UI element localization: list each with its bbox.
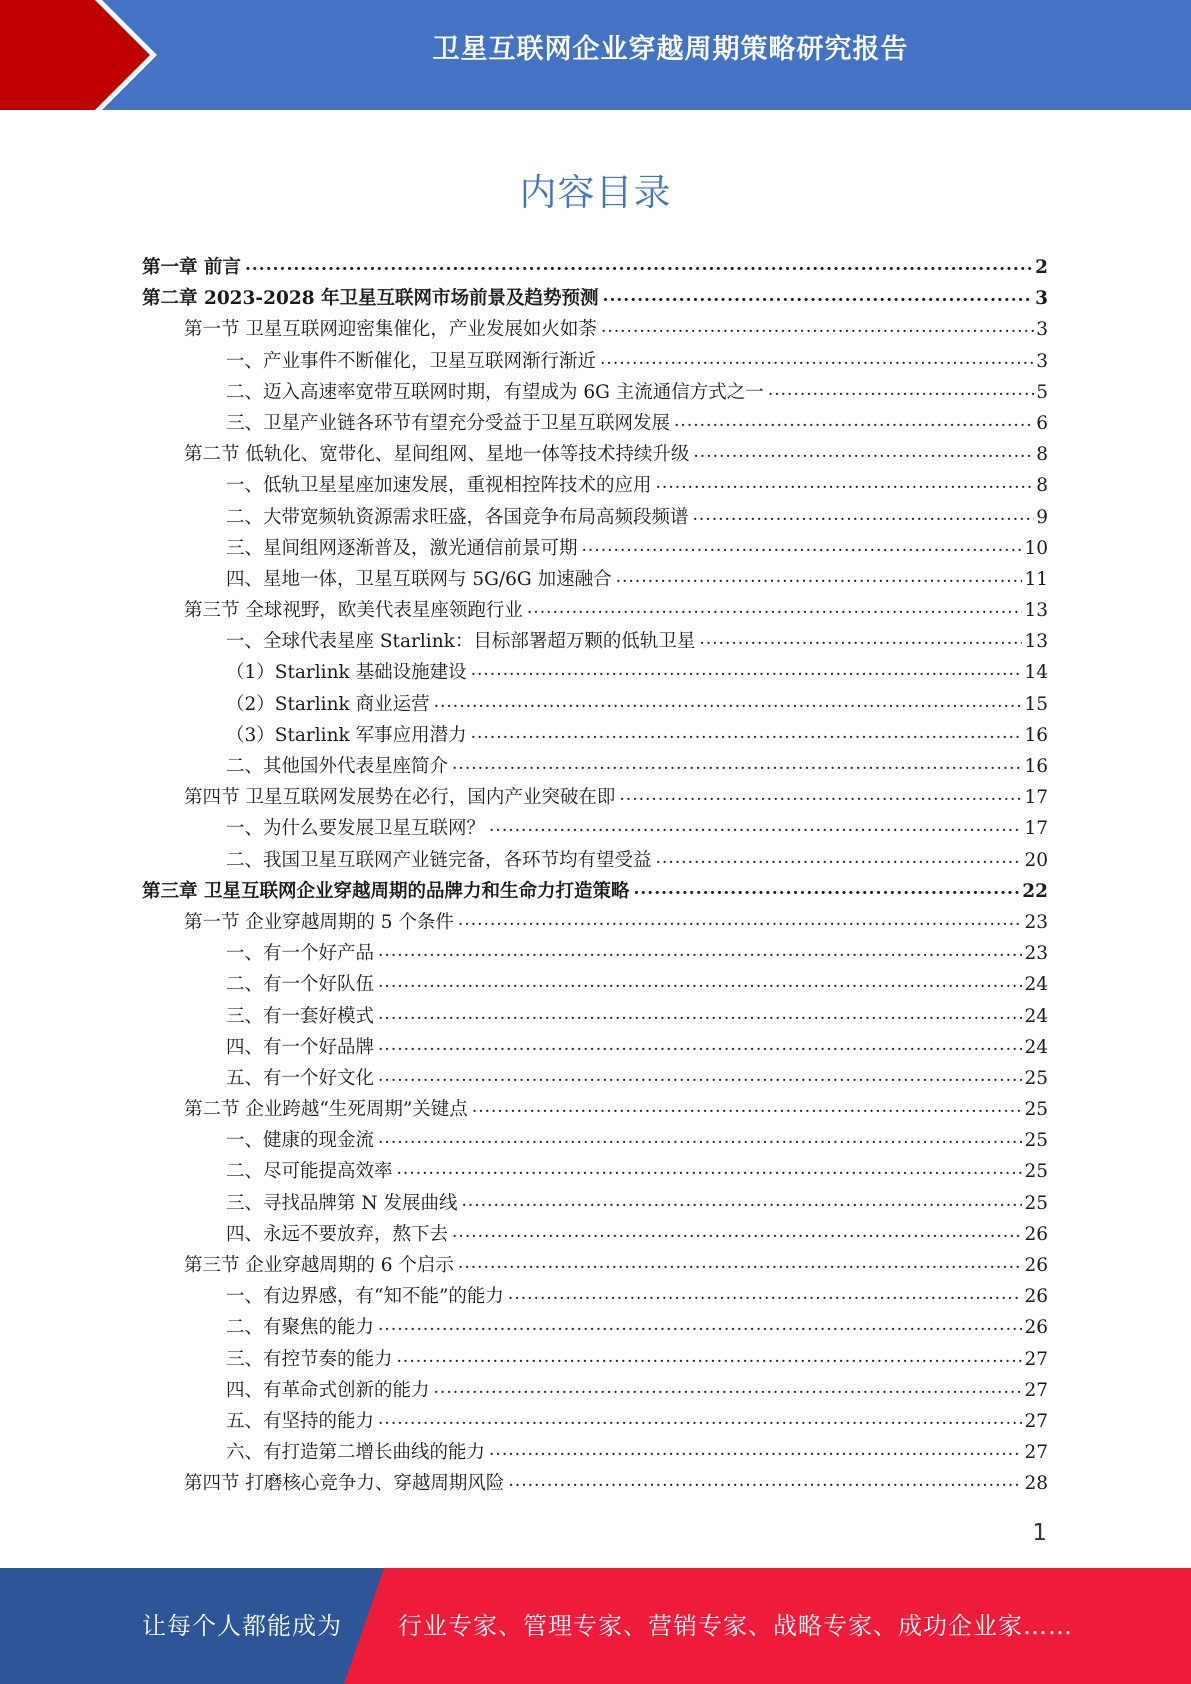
toc-entry-title: 三、卫星产业链各环节有望充分受益于卫星互联网发展 xyxy=(226,412,671,434)
toc-dot-leader xyxy=(397,1346,1023,1365)
page-header xyxy=(0,0,1191,110)
toc-entry-title: 第二节 低轨化、宽带化、星间组网、星地一体等技术持续升级 xyxy=(184,444,690,466)
toc-entry-page: 13 xyxy=(1024,631,1048,653)
toc-entry-page: 23 xyxy=(1024,943,1048,965)
report-title: 卫星互联网企业穿越周期策略研究报告 xyxy=(432,34,909,65)
toc-entry-title: 第一节 企业穿越周期的 5 个条件 xyxy=(184,911,454,933)
toc-subsection-entry[interactable] xyxy=(142,409,1048,440)
toc-subsection-entry[interactable] xyxy=(142,846,1048,877)
toc-entry-title: 三、寻找品牌第 N 发展曲线 xyxy=(226,1192,458,1214)
toc-entry-page: 17 xyxy=(1024,818,1048,840)
toc-entry-page: 11 xyxy=(1024,568,1048,590)
toc-entry-title: 四、有一个好品牌 xyxy=(226,1036,375,1058)
toc-entry-page: 28 xyxy=(1024,1473,1048,1495)
toc-entry-page: 26 xyxy=(1024,1286,1048,1308)
toc-entry-page: 27 xyxy=(1024,1442,1048,1464)
toc-subsection-entry[interactable] xyxy=(142,721,1048,752)
toc-entry-page: 25 xyxy=(1024,1161,1048,1183)
toc-entry-title: 第三节 企业穿越周期的 6 个启示 xyxy=(184,1255,454,1276)
toc-entry-title: 三、星间组网逐渐普及，激光通信前景可期 xyxy=(226,537,578,559)
toc-entry-page: 8 xyxy=(1036,475,1048,497)
toc-entry-page: 16 xyxy=(1024,756,1048,777)
toc-dot-leader xyxy=(378,1128,1022,1147)
toc-dot-leader xyxy=(656,473,1035,492)
toc-entry-title: 六、有打造第二增长曲线的能力 xyxy=(226,1442,486,1464)
toc-entry-page: 25 xyxy=(1024,1067,1048,1089)
toc-entry-title: 第四节 打磨核心竞争力、穿越周期风险 xyxy=(184,1473,505,1495)
toc-dot-leader xyxy=(489,816,1022,835)
toc-dot-leader xyxy=(616,566,1023,585)
toc-entry-title: （1）Starlink 基础设施建设 xyxy=(226,662,467,684)
toc-entry-title: 四、永远不要放弃，熬下去 xyxy=(226,1223,449,1245)
toc-entry-title: 一、有边界感，有“知不能”的能力 xyxy=(226,1286,504,1308)
toc-entry-page: 22 xyxy=(1022,880,1048,902)
toc-entry-title: 五、有一个好文化 xyxy=(226,1067,375,1089)
toc-dot-leader xyxy=(674,410,1034,429)
toc-entry-page: 8 xyxy=(1036,444,1048,466)
toc-dot-leader xyxy=(619,785,1022,804)
toc-subsection-entry[interactable] xyxy=(142,378,1048,409)
toc-entry-page: 3 xyxy=(1036,319,1048,341)
toc-dot-leader xyxy=(508,1471,1022,1490)
toc-entry-title: 四、有革命式创新的能力 xyxy=(226,1379,430,1401)
toc-subsection-entry[interactable] xyxy=(142,347,1048,378)
toc-entry-page: 27 xyxy=(1024,1348,1048,1370)
toc-dot-leader xyxy=(378,972,1022,991)
toc-entry-page: 20 xyxy=(1024,849,1048,871)
toc-dot-leader xyxy=(461,1190,1022,1209)
toc-subsection-entry[interactable] xyxy=(142,1345,1048,1376)
toc-entry-title: 第四节 卫星互联网发展势在必行，国内产业突破在即 xyxy=(184,787,616,809)
toc-dot-leader xyxy=(452,1221,1022,1240)
toc-entry-title: 二、有聚焦的能力 xyxy=(226,1317,375,1339)
toc-dot-leader xyxy=(458,1253,1023,1272)
toc-entry-page: 3 xyxy=(1035,288,1048,310)
toc-dot-leader xyxy=(397,1159,1023,1178)
toc-dot-leader xyxy=(489,1440,1022,1459)
toc-entry-page: 26 xyxy=(1024,1317,1048,1339)
toc-entry-page: 9 xyxy=(1036,506,1048,528)
toc-dot-leader xyxy=(458,909,1023,928)
toc-subsection-entry[interactable] xyxy=(142,1064,1048,1095)
toc-subsection-entry[interactable] xyxy=(142,970,1048,1001)
toc-entry-page: 13 xyxy=(1024,600,1048,622)
toc-dot-leader xyxy=(768,379,1034,398)
toc-entry-page: 25 xyxy=(1024,1130,1048,1152)
toc-title: 内容目录 xyxy=(519,171,672,214)
toc-entry-title: 第二章 2023-2028 年卫星互联网市场前景及趋势预测 xyxy=(142,288,599,310)
toc-subsection-entry[interactable] xyxy=(142,690,1048,721)
toc-entry-page: 26 xyxy=(1024,1255,1048,1276)
toc-entry-title: 五、有坚持的能力 xyxy=(226,1410,375,1432)
toc-dot-leader xyxy=(600,348,1034,367)
toc-entry-page: 6 xyxy=(1036,412,1048,434)
toc-entry-page: 27 xyxy=(1024,1410,1048,1432)
toc-subsection-entry[interactable] xyxy=(142,1220,1048,1251)
toc-subsection-entry[interactable] xyxy=(142,1002,1048,1033)
toc-dot-leader xyxy=(693,442,1034,461)
toc-dot-leader xyxy=(471,722,1023,741)
toc-entry-title: 二、尽可能提高效率 xyxy=(226,1161,393,1183)
toc-dot-leader xyxy=(527,598,1023,617)
toc-dot-leader xyxy=(378,1034,1022,1053)
toc-entry-page: 25 xyxy=(1024,1192,1048,1214)
page-footer xyxy=(0,1568,1191,1684)
toc-entry-title: 二、其他国外代表星座简介 xyxy=(226,756,449,777)
toc-entry-page: 2 xyxy=(1035,257,1048,278)
toc-entry-page: 24 xyxy=(1024,1005,1048,1027)
toc-section-entry[interactable] xyxy=(142,1469,1048,1500)
page-number: 1 xyxy=(1032,1520,1047,1546)
toc-entry-page: 5 xyxy=(1036,381,1048,403)
toc-entry-title: 一、健康的现金流 xyxy=(226,1130,375,1152)
toc-entry-title: 二、有一个好队伍 xyxy=(226,974,375,996)
toc-chapter-entry[interactable] xyxy=(142,877,1048,908)
toc-entry-title: 一、产业事件不断催化，卫星互联网渐行渐近 xyxy=(226,350,597,372)
toc-dot-leader xyxy=(508,1284,1023,1303)
toc-dot-leader xyxy=(378,1003,1022,1022)
toc-entry-title: 一、为什么要发展卫星互联网？ xyxy=(226,818,486,840)
toc-entry-title: 第二节 企业跨越“生死周期”关键点 xyxy=(184,1099,468,1121)
toc-entry-title: 一、有一个好产品 xyxy=(226,943,375,965)
toc-entry-title: （2）Starlink 商业运营 xyxy=(226,693,430,715)
toc-entry-page: 3 xyxy=(1036,350,1048,372)
toc-dot-leader xyxy=(245,255,1033,274)
toc-entry-page: 26 xyxy=(1024,1223,1048,1245)
toc-entry-title: 二、迈入高速率宽带互联网时期，有望成为 6G 主流通信方式之一 xyxy=(226,381,764,403)
toc-entry-page: 15 xyxy=(1024,693,1048,715)
toc-subsection-entry[interactable] xyxy=(142,1282,1048,1313)
toc-entry-title: （3）Starlink 军事应用潜力 xyxy=(226,724,467,746)
toc-subsection-entry[interactable] xyxy=(142,1033,1048,1064)
toc-section-entry[interactable] xyxy=(142,1251,1048,1282)
toc-entry-page: 27 xyxy=(1024,1379,1048,1401)
toc-dot-leader xyxy=(656,847,1023,866)
toc-chapter-entry[interactable] xyxy=(142,253,1048,284)
toc-entry-title: 二、我国卫星互联网产业链完备，各环节均有望受益 xyxy=(226,849,652,871)
toc-subsection-entry[interactable] xyxy=(142,471,1048,502)
toc-entry-title: 三、有控节奏的能力 xyxy=(226,1348,393,1370)
toc-section-entry[interactable] xyxy=(142,908,1048,939)
toc-dot-leader xyxy=(633,878,1020,897)
toc-dot-leader xyxy=(601,317,1034,336)
toc-entry-title: 四、星地一体，卫星互联网与 5G/6G 加速融合 xyxy=(226,568,612,590)
toc-subsection-entry[interactable] xyxy=(142,627,1048,658)
toc-dot-leader xyxy=(582,535,1023,554)
toc-dot-leader xyxy=(471,660,1023,679)
toc-section-entry[interactable] xyxy=(142,596,1048,627)
toc-section-entry[interactable] xyxy=(142,1095,1048,1126)
toc-subsection-entry[interactable] xyxy=(142,658,1048,689)
toc-entry-title: 一、低轨卫星星座加速发展，重视相控阵技术的应用 xyxy=(226,475,652,497)
toc-dot-leader xyxy=(452,754,1022,773)
toc-subsection-entry[interactable] xyxy=(142,1157,1048,1188)
toc-entry-page: 16 xyxy=(1024,724,1048,746)
toc-entry-page: 14 xyxy=(1024,662,1048,684)
toc-entry-title: 第三章 卫星互联网企业穿越周期的品牌力和生命力打造策略 xyxy=(142,880,630,902)
toc-subsection-entry[interactable] xyxy=(142,534,1048,565)
toc-entry-title: 第一节 卫星互联网迎密集催化，产业发展如火如荼 xyxy=(184,319,597,341)
footer-slogan-left: 让每个人都能成为 xyxy=(142,1612,342,1640)
toc-subsection-entry[interactable] xyxy=(142,1189,1048,1220)
toc-dot-leader xyxy=(378,941,1022,960)
toc-subsection-entry[interactable] xyxy=(142,752,1048,783)
toc-entry-title: 第一章 前言 xyxy=(142,257,241,278)
toc-entry-page: 24 xyxy=(1024,974,1048,996)
toc-subsection-entry[interactable] xyxy=(142,1126,1048,1157)
toc-dot-leader xyxy=(434,1377,1023,1396)
toc-entry-page: 10 xyxy=(1024,537,1048,559)
toc-dot-leader xyxy=(693,504,1035,523)
toc-dot-leader xyxy=(603,286,1034,305)
toc-entry-page: 17 xyxy=(1024,787,1048,809)
footer-slogan-right: 行业专家、管理专家、营销专家、战略专家、成功企业家…… xyxy=(398,1612,1073,1640)
toc-subsection-entry[interactable] xyxy=(142,1438,1048,1469)
table-of-contents xyxy=(142,253,1048,1501)
toc-subsection-entry[interactable] xyxy=(142,565,1048,596)
toc-dot-leader xyxy=(434,691,1023,710)
toc-subsection-entry[interactable] xyxy=(142,939,1048,970)
toc-entry-page: 25 xyxy=(1024,1099,1048,1121)
toc-subsection-entry[interactable] xyxy=(142,1313,1048,1344)
toc-section-entry[interactable] xyxy=(142,315,1048,346)
toc-subsection-entry[interactable] xyxy=(142,1376,1048,1407)
toc-chapter-entry[interactable] xyxy=(142,284,1048,315)
toc-dot-leader xyxy=(378,1315,1022,1334)
toc-dot-leader xyxy=(699,629,1022,648)
toc-entry-title: 二、大带宽频轨资源需求旺盛，各国竞争布局高频段频谱 xyxy=(226,506,689,528)
toc-entry-page: 24 xyxy=(1024,1036,1048,1058)
toc-subsection-entry[interactable] xyxy=(142,503,1048,534)
toc-subsection-entry[interactable] xyxy=(142,814,1048,845)
toc-dot-leader xyxy=(472,1097,1023,1116)
toc-subsection-entry[interactable] xyxy=(142,1407,1048,1438)
toc-section-entry[interactable] xyxy=(142,783,1048,814)
toc-dot-leader xyxy=(378,1065,1022,1084)
toc-entry-title: 一、全球代表星座 Starlink：目标部署超万颗的低轨卫星 xyxy=(226,631,696,653)
toc-entry-title: 第三节 全球视野，欧美代表星座领跑行业 xyxy=(184,600,523,622)
toc-entry-page: 23 xyxy=(1024,911,1048,933)
toc-dot-leader xyxy=(378,1408,1022,1427)
toc-entry-title: 三、有一套好模式 xyxy=(226,1005,375,1027)
toc-section-entry[interactable] xyxy=(142,440,1048,471)
